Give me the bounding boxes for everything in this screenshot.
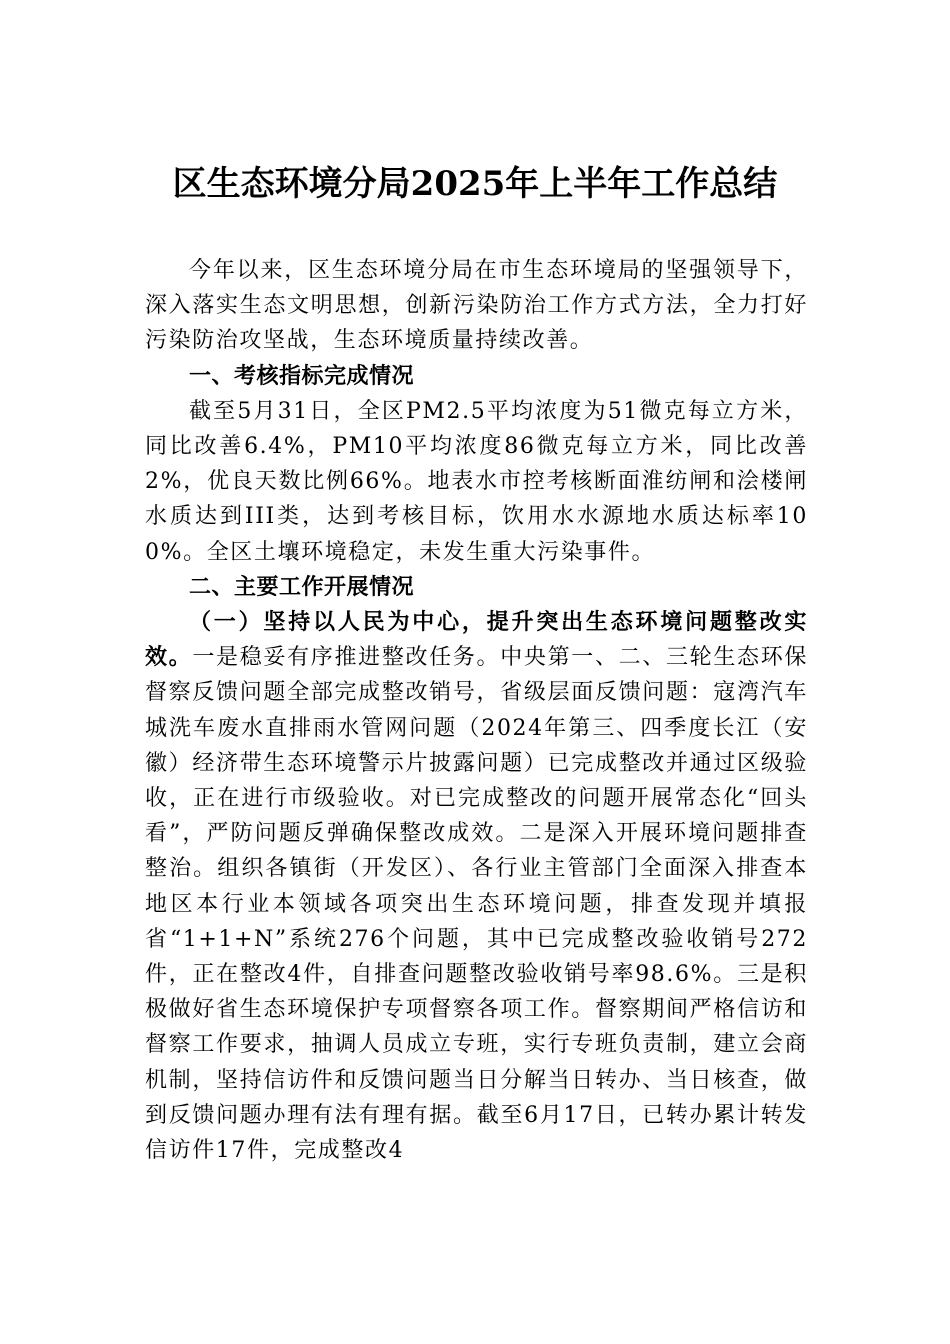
section-1-paragraph: 截至5月31日，全区PM2.5平均浓度为51微克每立方米，同比改善6.4%，PM10平均浓度86微克每立方米，同比改善2%，优良天数比例66%。地表水市控考核断面淮纺闸和浍楼闸水质达到III类，达到考核目标，饮用水水源地水质达标率100%。全区土壤环境稳定，未发生重大污染事件。 xyxy=(145,398,808,565)
subsection-1-text: 一是稳妥有序推进整改任务。中央第一、二、三轮生态环保督察反馈问题全部完成整改销号，省级层面反馈问题：寇湾汽车城洗车废水直排雨水管网问题（2024年第三、四季度长江（安徽）经济带生态环境警示片披露问题）已完成整改并通过区级验收，正在进行市级验收。对已完成整改的问题开展常态化“回头看”，严防问题反弹确保整改成效。二是深入开展环境问题排查整治。组织各镇街（开发区）、各行业主管部门全面深入排查本地区本行业本领域各项突出生态环境问题，排查发现并填报省“1+1+N”系统276个问题，其中已完成整改验收销号272件，正在整改4件，自排查问题整改验收销号率98.6%。三是积极做好省生态环境保护专项督察各项工作。督察期间严格信访和督察工作要求，抽调人员成立专班，实行专班负责制，建立会商机制，坚持信访件和反馈问题当日分解当日转办、当日核查，做到反馈问题办理有法有理有据。截至6月17日，已转办累计转发信访件17件，完成整改4 xyxy=(145,645,809,1164)
section-2-paragraph xyxy=(145,605,808,1168)
document-body xyxy=(145,253,808,1168)
subsection-1-heading: （一）坚持以人民为中心，提升突出生态环境问题整改实效。 xyxy=(145,609,808,671)
document-title: 区生态环境分局2025年上半年工作总结 xyxy=(172,164,778,204)
intro-paragraph: 今年以来，区生态环境分局在市生态环境局的坚强领导下，深入落实生态文明思想，创新污染防治工作方式方法，全力打好污染防治攻坚战，生态环境质量持续改善。 xyxy=(145,258,808,354)
section-2-heading: 二、主要工作开展情况 xyxy=(189,574,415,600)
section-1-heading: 一、考核指标完成情况 xyxy=(189,363,415,389)
